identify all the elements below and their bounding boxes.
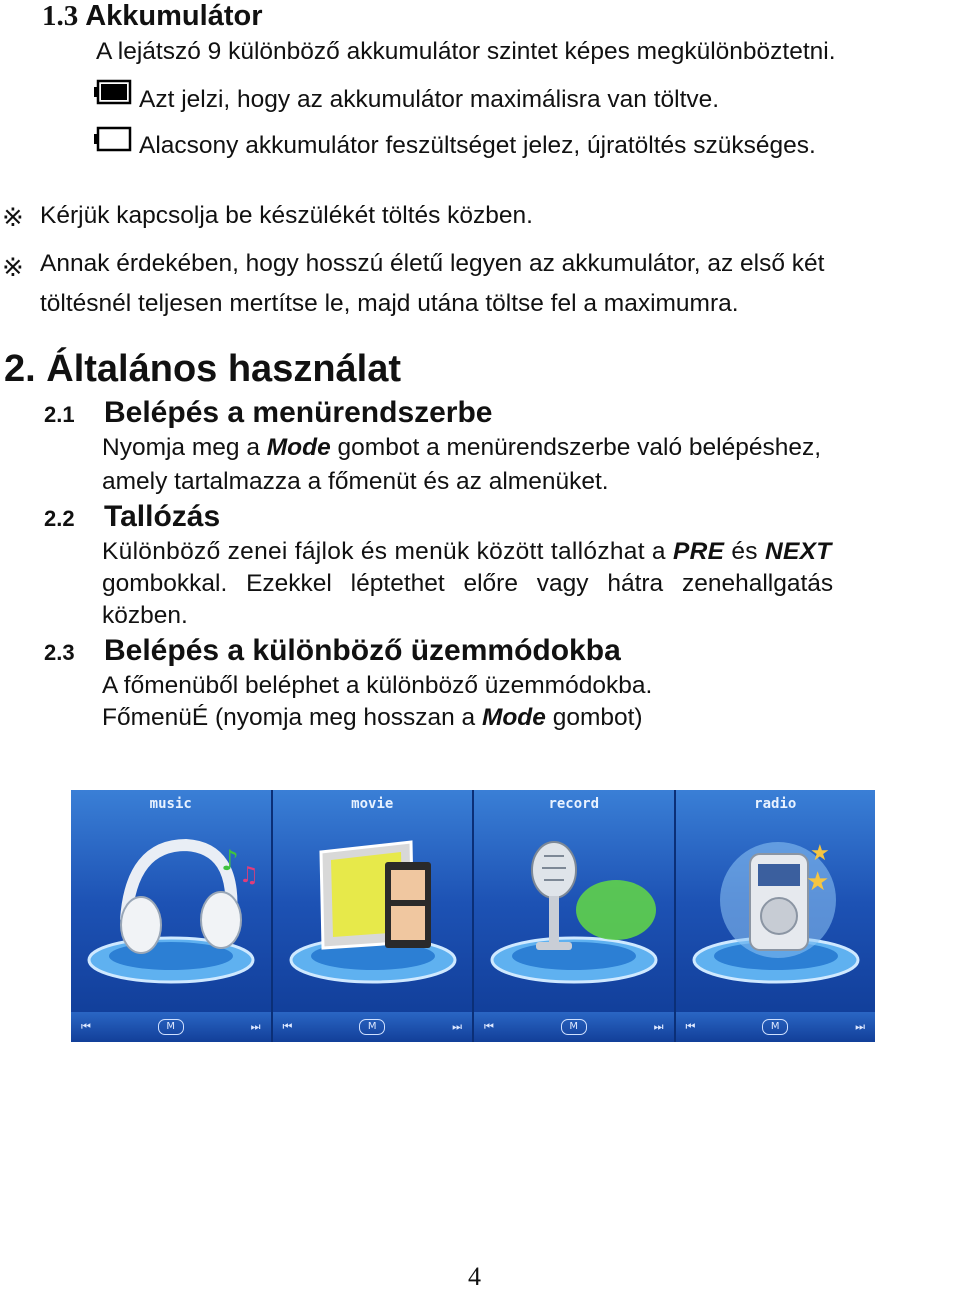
next-key-text: NEXT <box>764 538 832 565</box>
next-icon: ⏭ <box>653 1020 664 1033</box>
s23-line2 <box>102 704 643 732</box>
svg-text:★: ★ <box>805 867 829 897</box>
note-charge-on: Kérjük kapcsolja be készülékét töltés közben. <box>40 202 533 229</box>
text: gombot a menürendszerbe való belépéshez, <box>330 434 822 461</box>
battery-intro: A lejátszó 9 különböző akkumulátor szintet képes megkülönböztetni. <box>96 38 836 65</box>
mode-button: M <box>158 1019 184 1035</box>
mode-key-text: Mode <box>266 434 331 461</box>
battery-low-text: Alacsony akkumulátor feszültséget jelez, újratöltés szükséges. <box>139 132 816 159</box>
text: FőmenüÉ (nyomja meg hosszan a <box>102 704 482 731</box>
section-heading-2-3 <box>44 634 621 668</box>
svg-text:★: ★ <box>809 841 830 866</box>
text: Nyomja meg a <box>102 434 267 461</box>
menu-screen-title: radio <box>754 796 797 812</box>
s22-line2: gombokkal. Ezekkel léptethet előre vagy hátra zenehallgatás <box>102 570 834 597</box>
next-icon: ⏭ <box>250 1020 261 1033</box>
menu-screen-bar <box>71 1012 271 1042</box>
menu-screens-strip <box>71 790 875 1042</box>
section-number: 1.3 <box>42 0 79 32</box>
note-battery-life-line1: Annak érdekében, hogy hosszú életű legyen az akkumulátor, az első két <box>40 250 825 277</box>
mode-button: M <box>762 1019 788 1035</box>
menu-screen-radio <box>674 790 876 1042</box>
section-heading-1-3 <box>42 0 263 33</box>
pre-key-text: PRE <box>672 538 725 565</box>
mode-button: M <box>359 1019 385 1035</box>
menu-screen-bar <box>676 1012 876 1042</box>
section-heading-2: 2. Általános használat <box>4 348 402 390</box>
section-title: Tallózás <box>104 500 221 533</box>
section-number: 2.1 <box>44 402 75 427</box>
prev-icon: ⏮ <box>685 1020 696 1033</box>
svg-text:♫: ♫ <box>239 863 259 888</box>
menu-screen-title: movie <box>351 796 394 812</box>
menu-screen-record <box>472 790 674 1042</box>
film-icon <box>273 790 473 1012</box>
section-title: Belépés a menürendszerbe <box>104 396 493 429</box>
s23-line1: A főmenüből beléphet a különböző üzemmódokba. <box>102 672 653 699</box>
section-number: 2.3 <box>44 640 75 665</box>
battery-empty-icon <box>94 126 132 152</box>
section-title: Akkumulátor <box>85 0 263 32</box>
menu-screen-title: music <box>149 796 192 812</box>
next-icon: ⏭ <box>452 1020 462 1033</box>
prev-icon: ⏮ <box>484 1020 494 1033</box>
section-title: Belépés a különböző üzemmódokba <box>104 634 621 667</box>
prev-icon: ⏮ <box>81 1020 91 1033</box>
note-mark: ※ <box>2 252 24 282</box>
mode-key-text: Mode <box>481 704 546 731</box>
radio-icon <box>676 790 876 1012</box>
menu-screen-bar <box>273 1012 473 1042</box>
s22-line1 <box>102 538 832 566</box>
headphones-icon <box>71 790 271 1012</box>
note-mark: ※ <box>2 202 24 232</box>
battery-full-text: Azt jelzi, hogy az akkumulátor maximálisra van töltve. <box>139 86 720 113</box>
battery-full-icon <box>94 79 132 105</box>
menu-screen-title: record <box>548 796 600 812</box>
text: gombot) <box>545 704 643 731</box>
svg-text:♪: ♪ <box>221 844 239 877</box>
note-battery-life-line2: töltésnél teljesen mertítse le, majd utána töltse fel a maximumra. <box>40 290 739 317</box>
s22-line3: közben. <box>102 602 188 629</box>
menu-screen-movie <box>271 790 473 1042</box>
menu-screen-bar <box>474 1012 674 1042</box>
s21-line1 <box>102 434 821 462</box>
prev-icon: ⏮ <box>282 1020 293 1033</box>
text: és <box>724 538 765 565</box>
next-icon: ⏭ <box>855 1020 865 1033</box>
section-number: 2.2 <box>44 506 75 531</box>
text: Különböző zenei fájlok és menük között tallózhat a <box>102 538 673 565</box>
section-heading-2-1 <box>44 396 493 430</box>
menu-screen-music <box>71 790 271 1042</box>
page-number: 4 <box>468 1262 481 1291</box>
section-heading-2-2 <box>44 500 220 534</box>
s21-line2: amely tartalmazza a főmenüt és az almenüket. <box>102 468 609 495</box>
microphone-icon <box>474 790 674 1012</box>
mode-button: M <box>561 1019 587 1035</box>
